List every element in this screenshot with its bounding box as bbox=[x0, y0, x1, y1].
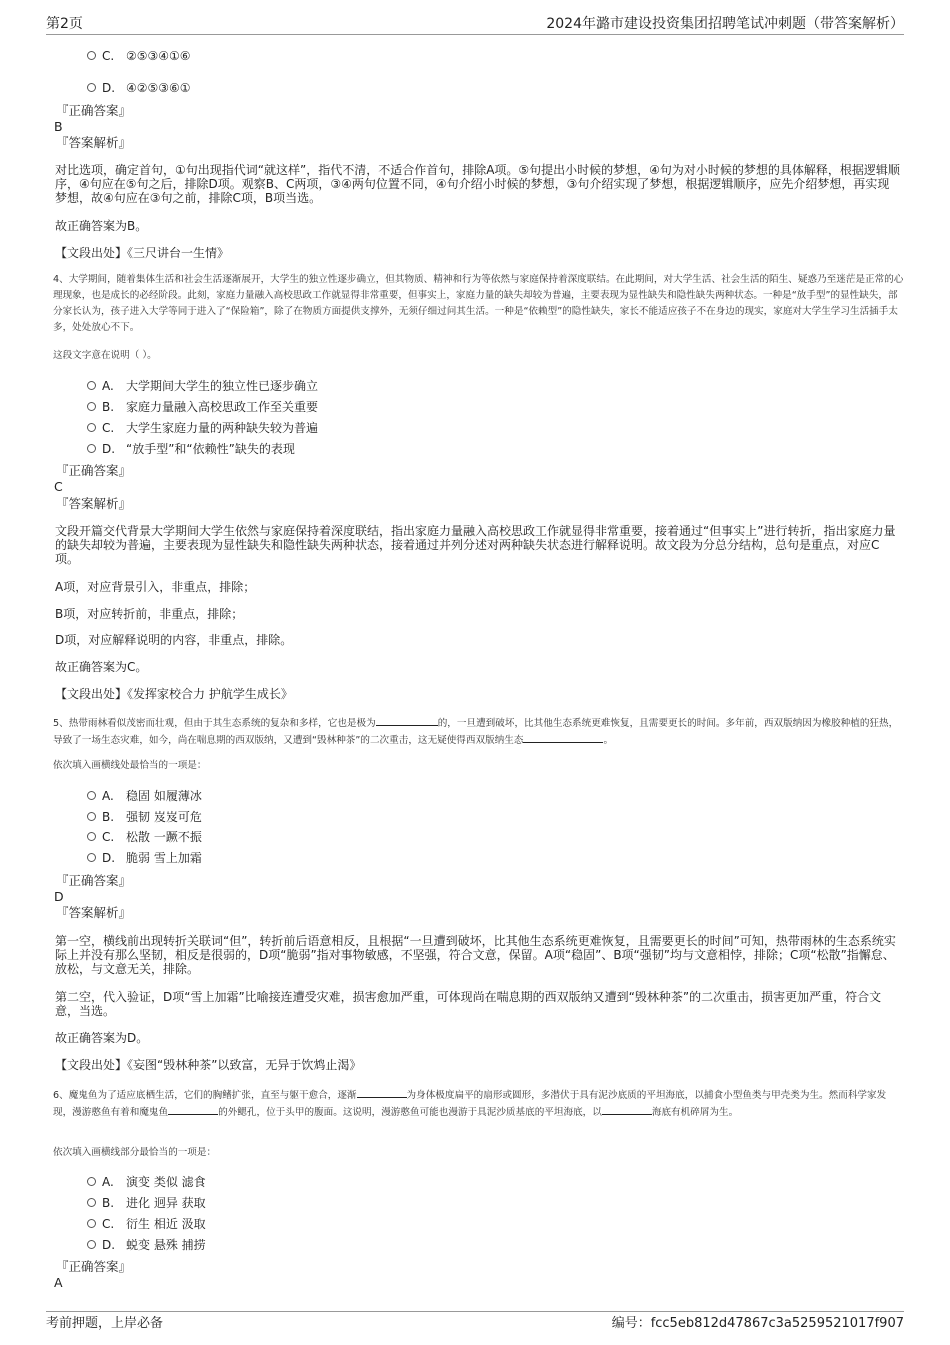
conclusion-text: 故正确答案为C。 bbox=[55, 660, 148, 674]
answer-label: 『正确答案』 bbox=[56, 873, 132, 888]
page-header bbox=[46, 14, 904, 35]
analysis-text-2: 第二空，代入验证，D项“雪上加霜”比喻接连遭受灾难，损害愈加严重，可体现尚在喘息期的西双版纳又遭到“毁林种茶”的二次重击，损害更加严重，符合文意，当选。 bbox=[55, 990, 882, 1018]
q5-option-d[interactable]: D. 脆弱 雪上加霜 bbox=[87, 850, 202, 866]
answer-value: B bbox=[54, 119, 63, 134]
analysis-text-1: 第一空，横线前出现转折关联词“但”，转折前后语意相反，且根据“一旦遭到破坏，比其他生态系统更难恢复，且需要更长的时间”可知，热带雨林的生态系统实际上并没有那么坚韧，相反是很弱的，D项“脆弱”指对事物敏感，不坚强，符合文意，保留。A项“稳固”、B项“强韧”均与文意相悖，排除；C项“松散”指懈怠、放松，与文意无关，排除。 bbox=[55, 934, 896, 976]
q4-option-a[interactable]: A. 大学期间大学生的独立性已逐步确立 bbox=[87, 378, 318, 394]
radio-icon[interactable] bbox=[87, 381, 96, 390]
q6-option-c[interactable]: C. 衍生 相近 汲取 bbox=[87, 1216, 206, 1232]
answer-label: 『正确答案』 bbox=[56, 1259, 132, 1274]
answer-value: C bbox=[54, 479, 63, 494]
q6-option-b[interactable]: B. 进化 迥异 获取 bbox=[87, 1195, 206, 1211]
fill-blank-3 bbox=[602, 1104, 652, 1115]
source-text: 【文段出处】《三尺讲台一生情》 bbox=[55, 246, 230, 260]
fill-blank-1 bbox=[376, 715, 438, 726]
q3-option-c[interactable]: C. ②⑤③④①⑥ bbox=[87, 48, 191, 64]
source-text: 【文段出处】《发挥家校合力 护航学生成长》 bbox=[55, 687, 293, 701]
radio-icon[interactable] bbox=[87, 423, 96, 432]
conclusion-text: 故正确答案为B。 bbox=[55, 219, 148, 233]
fill-blank-2 bbox=[523, 732, 603, 743]
footer-slogan: 考前押题，上岸必备 bbox=[46, 1316, 164, 1331]
question-prompt: 这段文字意在说明（ ）。 bbox=[53, 350, 157, 361]
q5-option-b[interactable]: B. 强韧 岌岌可危 bbox=[87, 809, 202, 825]
radio-icon[interactable] bbox=[87, 402, 96, 411]
question-stem: 6、魔鬼鱼为了适应底栖生活，它们的胸鳍扩张，直至与躯干愈合，逐渐 为身体极度扁平的扇形或圆形，多潜伏于具有泥沙底质的平坦海底，以捕食小型鱼类与甲壳类为生。然而科学家发现，漫游憨鱼有着和魔鬼鱼 的外鳃孔，位于头甲的腹面。这说明，漫游憨鱼可能也漫游于具泥沙质基底的平坦海底，以 海底有机碎屑为生。 bbox=[53, 1087, 905, 1121]
analysis-label: 『答案解析』 bbox=[56, 496, 132, 511]
note-b: B项，对应转折前，非重点，排除； bbox=[55, 607, 244, 621]
fill-blank-1 bbox=[357, 1087, 407, 1098]
radio-icon[interactable] bbox=[87, 812, 96, 821]
q6-option-d[interactable]: D. 蜕变 悬殊 捕捞 bbox=[87, 1237, 206, 1253]
radio-icon[interactable] bbox=[87, 444, 96, 453]
conclusion-text: 故正确答案为D。 bbox=[55, 1031, 149, 1045]
answer-label: 『正确答案』 bbox=[56, 463, 132, 478]
radio-icon[interactable] bbox=[87, 1177, 96, 1186]
radio-icon[interactable] bbox=[87, 853, 96, 862]
radio-icon[interactable] bbox=[87, 1240, 96, 1249]
analysis-label: 『答案解析』 bbox=[56, 135, 132, 150]
note-a: A项，对应背景引入，非重点，排除； bbox=[55, 580, 256, 594]
q4-option-b[interactable]: B. 家庭力量融入高校思政工作至关重要 bbox=[87, 399, 318, 415]
q4-option-c[interactable]: C. 大学生家庭力量的两种缺失较为普遍 bbox=[87, 420, 318, 436]
radio-icon[interactable] bbox=[87, 83, 96, 92]
q6-option-a[interactable]: A. 演变 类似 滤食 bbox=[87, 1174, 206, 1190]
analysis-label: 『答案解析』 bbox=[56, 905, 132, 920]
page-footer bbox=[46, 1311, 904, 1334]
answer-label: 『正确答案』 bbox=[56, 103, 132, 118]
q4-option-d[interactable]: D. “放手型”和“依赖性”缺失的表现 bbox=[87, 441, 295, 457]
analysis-text: 文段开篇交代背景大学期间大学生依然与家庭保持着深度联结，指出家庭力量融入高校思政工作就显得非常重要，接着通过“但事实上”进行转折，指出家庭力量的缺失却较为普遍，主要表现为显性缺失和隐性缺失两种状态，接着通过并列分述对两种缺失状态进行解释说明。故文段为分总分结构，总句是重点，对应C项。 bbox=[55, 524, 896, 566]
question-stem: 5、热带雨林看似茂密而壮观，但由于其生态系统的复杂和多样，它也是极为 的，一旦遭到破坏，比其他生态系统更难恢复，且需要更长的时间。多年前，西双版纳因为橡胶种植的狂热，导致了一场生态灾难，如今，尚在喘息期的西双版纳，又遭到“毁林种茶”的二次重击，这无疑使得西双版纳生态 。 bbox=[53, 715, 905, 749]
radio-icon[interactable] bbox=[87, 1219, 96, 1228]
question-prompt: 依次填入画横线处最恰当的一项是： bbox=[53, 760, 207, 771]
answer-value: D bbox=[54, 889, 64, 904]
document-id: 编号：fcc5eb812d47867c3a5259521017f907 bbox=[611, 1316, 904, 1331]
note-d: D项，对应解释说明的内容，非重点，排除。 bbox=[55, 633, 293, 647]
answer-value: A bbox=[54, 1275, 63, 1290]
question-prompt: 依次填入画横线部分最恰当的一项是： bbox=[53, 1147, 217, 1158]
document-title: 2024年潞市建设投资集团招聘笔试冲刺题（带答案解析） bbox=[546, 16, 904, 32]
radio-icon[interactable] bbox=[87, 791, 96, 800]
radio-icon[interactable] bbox=[87, 1198, 96, 1207]
radio-icon[interactable] bbox=[87, 51, 96, 60]
page-number: 第2页 bbox=[46, 16, 83, 32]
q5-option-a[interactable]: A. 稳固 如履薄冰 bbox=[87, 788, 202, 804]
question-stem: 4、大学期间，随着集体生活和社会生活逐渐展开，大学生的独立性逐步确立，但其物质、精神和行为等依然与家庭保持着深度联结。在此期间，对大学生活、社会生活的陌生、疑惑乃至迷茫是正常的心理现象，也是成长的必经阶段。此刻，家庭力量融入高校思政工作就显得非常重要，但事实上，家庭力量的缺失却较为普遍，主要表现为显性缺失和隐性缺失两种状态。一种是“放手型”的显性缺失，部分家长认为，孩子进入大学等同于进入了“保险箱”，除了在物质方面提供支撑外，无须仔细过问其生活。一种是“依赖型”的隐性缺失，家长不能适应孩子不在身边的现实，家庭对大学生学习生活插手太多，处处放心不下。 bbox=[53, 274, 904, 333]
radio-icon[interactable] bbox=[87, 832, 96, 841]
q3-option-d[interactable]: D. ④②⑤③⑥① bbox=[87, 80, 191, 96]
source-text: 【文段出处】《妄图“毁林种茶”以致富，无异于饮鸩止渴》 bbox=[55, 1058, 362, 1072]
fill-blank-2 bbox=[168, 1104, 218, 1115]
q5-option-c[interactable]: C. 松散 一蹶不振 bbox=[87, 829, 202, 845]
analysis-text: 对比选项，确定首句，①句出现指代词“就这样”，指代不清，不适合作首句，排除A项。⑤句提出小时候的梦想，④句为对小时候的梦想的具体解释，根据逻辑顺序，④句应在⑤句之后，排除D项。观察B、C两项，③④两句位置不同，④句介绍小时候的梦想，③句介绍实现了梦想，根据逻辑顺序，应先介绍梦想，再实现梦想，故④句应在③句之前，排除C项，B项当选。 bbox=[55, 163, 900, 205]
